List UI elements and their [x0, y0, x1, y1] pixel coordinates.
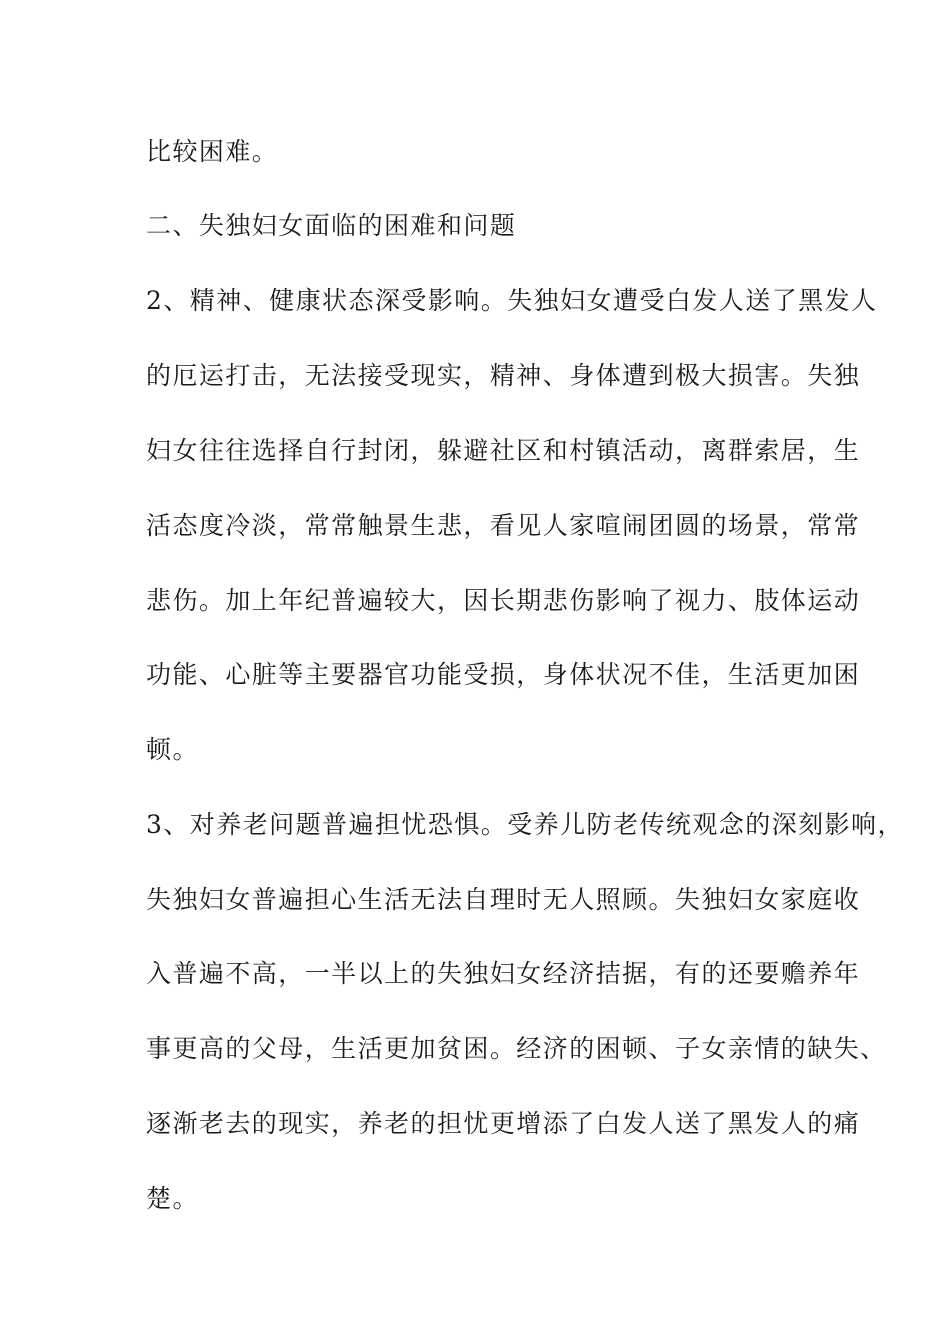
text-line: 逐渐老去的现实，养老的担忧更增添了白发人送了黑发人的痛 [146, 1109, 861, 1138]
text-line: 3、对养老问题普遍担忧恐惧。受养儿防老传统观念的深刻影响， [146, 810, 904, 839]
text-line: 事更高的父母，生活更加贫困。经济的困顿、子女亲情的缺失、 [146, 1034, 887, 1063]
text-line: 顿。 [146, 735, 199, 764]
text-line: 楚。 [146, 1184, 199, 1213]
text-line: 悲伤。加上年纪普遍较大，因长期悲伤影响了视力、肢体运动 [146, 586, 861, 615]
text-line: 入普遍不高，一半以上的失独妇女经济拮据，有的还要赡养年 [146, 959, 861, 988]
text-line: 2、精神、健康状态深受影响。失独妇女遭受白发人送了黑发人 [146, 286, 878, 315]
text-line: 的厄运打击，无法接受现实，精神、身体遭到极大损害。失独 [146, 361, 861, 390]
text-line: 功能、心脏等主要器官功能受损，身体状况不佳，生活更加困 [146, 660, 861, 689]
text-line: 妇女往往选择自行封闭，躲避社区和村镇活动，离群索居，生 [146, 436, 861, 465]
text-line: 比较困难。 [146, 137, 279, 166]
text-line: 活态度冷淡，常常触景生悲，看见人家喧闹团圆的场景，常常 [146, 511, 861, 540]
text-line: 失独妇女普遍担心生活无法自理时无人照顾。失独妇女家庭收 [146, 885, 861, 914]
section-heading: 二、失独妇女面临的困难和问题 [146, 211, 517, 240]
